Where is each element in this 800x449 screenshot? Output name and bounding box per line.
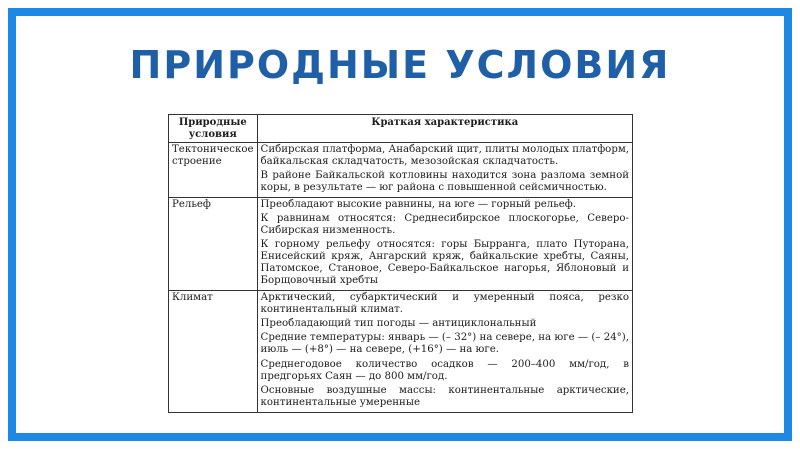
description-paragraph: К горному рельефу относятся: горы Бырранга, плато Путорана, Енисейский кряж, Ангарский кряж, байкальские хребты, Саяны, Патомское, Становое, Северо-Байкальское нагорья, Яблоновый и Борщовочный хребты bbox=[260, 239, 629, 287]
description-paragraph: К равнинам относятся: Среднесибирское плоскогорье, Северо-Сибирская низменность. bbox=[260, 213, 629, 237]
row-description bbox=[257, 143, 632, 198]
row-description bbox=[257, 198, 632, 291]
description-paragraph: Преобладают высокие равнины, на юге — горный рельеф. bbox=[260, 199, 577, 211]
row-label: Климат bbox=[169, 291, 258, 412]
description-paragraph: Преобладающий тип погоды — антициклональный bbox=[260, 318, 537, 330]
table-row-climate bbox=[169, 291, 633, 412]
header-short-description: Краткая характеристика bbox=[257, 115, 632, 143]
description-paragraph: Среднегодовое количество осадков — 200–400 мм/год, в предгорьях Саян — до 800 мм/год. bbox=[260, 358, 629, 382]
table-header-row bbox=[169, 115, 633, 143]
natural-conditions-table bbox=[168, 114, 633, 413]
description-paragraph: Основные воздушные массы: континентальные арктические, континентальные умеренные bbox=[260, 384, 629, 408]
slide-title: ПРИРОДНЫЕ УСЛОВИЯ bbox=[129, 43, 671, 87]
description-paragraph: Арктический, субарктический и умеренный пояса, резко континентальный климат. bbox=[260, 292, 629, 316]
description-paragraph: В районе Байкальской котловины находится зона разлома земной коры, в результате — юг района с повышенной сейсмичностью. bbox=[260, 170, 629, 194]
row-label: Тектоническое строение bbox=[169, 143, 258, 198]
header-natural-conditions: Природные условия bbox=[169, 115, 258, 143]
scanned-table-image bbox=[168, 114, 634, 408]
description-paragraph: Сибирская платформа, Анабарский щит, плиты молодых платформ, байкальская складчатость, мезозойская складчатость. bbox=[260, 144, 629, 168]
table-row-tectonics bbox=[169, 143, 633, 198]
row-label: Рельеф bbox=[169, 198, 258, 291]
row-description bbox=[257, 291, 632, 412]
table-row-relief bbox=[169, 198, 633, 291]
description-paragraph: Средние температуры: январь — (– 32°) на севере, на юге — (– 24°), июль — (+8°) — на севере, (+16°) — на юге. bbox=[260, 332, 629, 356]
